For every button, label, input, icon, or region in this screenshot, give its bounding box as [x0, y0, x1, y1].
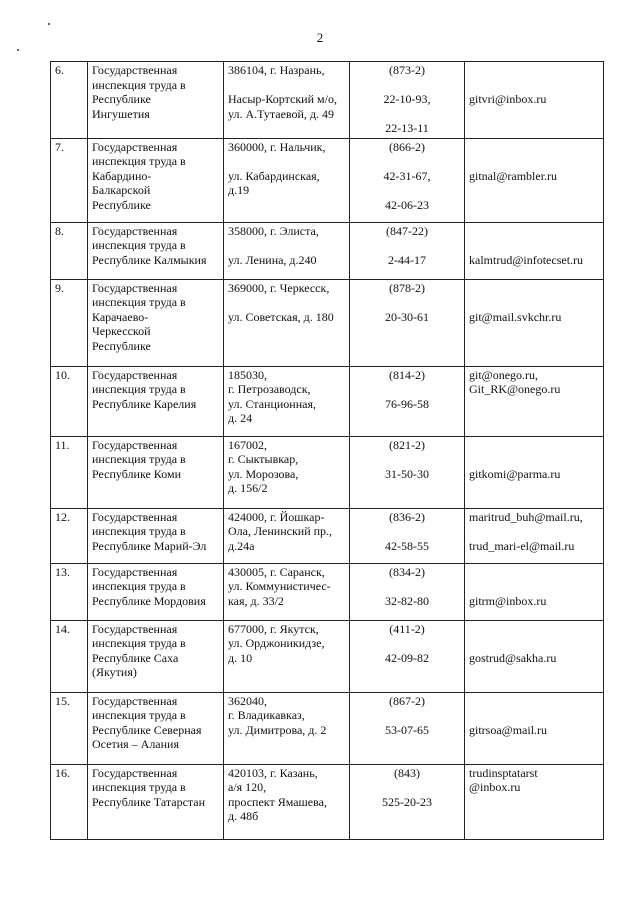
inspection-name-line: инспекция труда в — [92, 295, 186, 309]
inspection-name-line: Республике — [92, 92, 151, 106]
phone-line — [354, 636, 460, 651]
inspection-name-line: инспекция труда в — [92, 154, 186, 168]
address-line — [228, 78, 345, 93]
table-row — [51, 692, 604, 764]
inspection-name — [88, 692, 224, 764]
address-line: 362040, — [228, 693, 267, 708]
row-number: 14. — [51, 620, 88, 692]
address — [224, 620, 350, 692]
phone-line — [354, 452, 460, 467]
inspection-name-line: Республике Татарстан — [92, 794, 206, 809]
phone — [350, 366, 465, 436]
phone-line: 32-82-80 — [385, 593, 429, 608]
address — [224, 62, 350, 139]
phone-line: (847-22) — [386, 223, 428, 238]
email-line: gitrm@inbox.ru — [469, 593, 547, 608]
phone-line: (411-2) — [389, 621, 425, 636]
scan-speck — [17, 49, 19, 51]
row-number: 12. — [51, 508, 88, 563]
email-line: git@mail.svkchr.ru — [469, 309, 562, 324]
email-line — [469, 708, 599, 723]
row-number: 16. — [51, 764, 88, 839]
table-row — [51, 138, 604, 222]
email — [465, 563, 604, 620]
row-number: 11. — [51, 436, 88, 508]
email-line: trud_mari-el@mail.ru — [469, 538, 575, 553]
phone-line: 42-09-82 — [385, 650, 429, 665]
table-body — [51, 62, 604, 840]
email-line: gitrsoa@mail.ru — [469, 722, 548, 737]
email-line — [469, 281, 599, 296]
table-row — [51, 62, 604, 139]
address-line: ул. Кабардинская, — [228, 168, 320, 183]
address-line: кая, д. 33/2 — [228, 593, 284, 608]
phone — [350, 620, 465, 692]
email-line — [469, 78, 599, 93]
inspection-name-line: инспекция труда в — [92, 524, 186, 538]
phone-line: (873-2) — [389, 63, 425, 77]
address — [224, 764, 350, 839]
address-line: проспект Ямашева, — [228, 794, 327, 809]
phone-line: (814-2) — [389, 367, 425, 382]
email — [465, 764, 604, 839]
address-line: 424000, г. Йошкар- — [228, 509, 325, 524]
email-line: kalmtrud@infotecset.ru — [469, 252, 584, 267]
address-line: 386104, г. Назрань, — [228, 63, 325, 77]
inspection-name — [88, 222, 224, 279]
phone-line: (821-2) — [389, 437, 425, 452]
row-number: 15. — [51, 692, 88, 764]
address-line: Ола, Ленинский пр., — [228, 524, 333, 538]
address-line: ул. Коммунистичес- — [228, 579, 331, 593]
address-line — [228, 154, 345, 169]
inspection-name-line: инспекция труда в — [92, 579, 186, 593]
inspection-name-line: Государственная — [92, 280, 178, 295]
email-line: trudinsptatarst — [469, 765, 538, 780]
table-row — [51, 764, 604, 839]
phone-line: (867-2) — [389, 693, 425, 708]
email-line: maritrud_buh@mail.ru, — [469, 509, 583, 524]
row-number: 6. — [51, 62, 88, 139]
email — [465, 436, 604, 508]
row-number: 8. — [51, 222, 88, 279]
table-row — [51, 508, 604, 563]
phone-line: 22-13-11 — [385, 121, 429, 135]
phone-line: (843) — [394, 765, 420, 780]
inspection-name-line: Республике — [92, 197, 151, 212]
email-line — [469, 524, 599, 539]
inspection-name — [88, 620, 224, 692]
phone — [350, 692, 465, 764]
address-line: 430005, г. Саранск, — [228, 564, 325, 579]
email — [465, 508, 604, 563]
address-line: ул. Советская, д. 180 — [228, 309, 334, 324]
email-line — [469, 63, 599, 78]
email-line — [469, 565, 599, 580]
inspection-name-line: Государственная — [92, 139, 178, 154]
email-line — [469, 224, 599, 239]
inspection-name-line: Государственная — [92, 437, 178, 452]
email — [465, 692, 604, 764]
inspection-name-line: Государственная — [92, 63, 178, 77]
phone-line: 22-10-93, — [383, 92, 431, 106]
inspection-name-line: Государственная — [92, 367, 178, 382]
address — [224, 138, 350, 222]
address-line: 167002, — [228, 437, 267, 452]
inspection-name-line: Государственная — [92, 765, 178, 780]
inspection-name — [88, 436, 224, 508]
phone-line — [354, 238, 460, 253]
inspection-name-line: Ингушетия — [92, 106, 150, 121]
phone-line — [354, 524, 460, 539]
phone-line: (866-2) — [389, 139, 425, 154]
table-row — [51, 563, 604, 620]
inspection-name-line: Республике Калмыкия — [92, 252, 207, 267]
row-number: 9. — [51, 279, 88, 366]
inspection-name-line: Балкарской — [92, 183, 151, 197]
address-line: 677000, г. Якутск, — [228, 621, 319, 636]
email-line — [469, 622, 599, 637]
table-row — [51, 620, 604, 692]
phone — [350, 62, 465, 139]
email-line — [469, 295, 599, 310]
inspection-name-line: Республике Северная — [92, 722, 202, 737]
address — [224, 692, 350, 764]
address-line: ул. Морозова, — [228, 466, 299, 481]
phone-line: (878-2) — [389, 280, 425, 295]
phone-line: 525-20-23 — [382, 794, 432, 809]
address-line: г. Сыктывкар, — [228, 452, 299, 466]
phone — [350, 764, 465, 839]
inspection-name-line: (Якутия) — [92, 665, 137, 679]
inspection-name — [88, 366, 224, 436]
email-line — [469, 636, 599, 651]
email — [465, 279, 604, 366]
address-line: 360000, г. Нальчик, — [228, 139, 326, 154]
address — [224, 222, 350, 279]
email-line — [469, 140, 599, 155]
address-line: 185030, — [228, 367, 267, 382]
page-number: 2 — [316, 30, 324, 45]
inspection-name-line: инспекция труда в — [92, 780, 186, 794]
phone-line: (836-2) — [389, 509, 425, 524]
address-line — [228, 295, 345, 310]
address-line: д. 24 — [228, 411, 253, 425]
inspection-name-line: Республике Карелия — [92, 396, 197, 411]
phone-line — [354, 382, 460, 397]
email-line: git@onego.ru, — [469, 367, 539, 382]
address — [224, 436, 350, 508]
phone-line: 20-30-61 — [385, 309, 429, 324]
email — [465, 222, 604, 279]
email — [465, 138, 604, 222]
address — [224, 279, 350, 366]
inspection-name-line: Государственная — [92, 564, 178, 579]
inspection-name-line: инспекция труда в — [92, 77, 186, 92]
inspection-name — [88, 279, 224, 366]
inspection-name-line: инспекция труда в — [92, 238, 186, 252]
address — [224, 563, 350, 620]
inspection-name-line: Государственная — [92, 223, 178, 238]
address-line: ул. Орджоникидзе, — [228, 636, 325, 650]
address-line: 369000, г. Черкесск, — [228, 280, 330, 295]
email-line — [469, 579, 599, 594]
phone-line — [354, 78, 460, 93]
phone-line — [354, 579, 460, 594]
phone-line: (834-2) — [389, 564, 425, 579]
email-line: gitvri@inbox.ru — [469, 92, 547, 106]
address-line: ул. Ленина, д.240 — [228, 252, 317, 267]
email — [465, 366, 604, 436]
phone-line: 76-96-58 — [385, 396, 429, 411]
phone-line: 42-06-23 — [385, 197, 429, 212]
inspection-name-line: инспекция труда в — [92, 708, 186, 722]
inspection-name-line: Карачаево- — [92, 309, 149, 324]
inspection-name-line: инспекция труда в — [92, 452, 186, 466]
inspection-name-line: Государственная — [92, 509, 178, 524]
phone — [350, 436, 465, 508]
address-line: ул. Димитрова, д. 2 — [228, 722, 327, 737]
inspection-name — [88, 138, 224, 222]
inspection-name-line: Республике Марий-Эл — [92, 538, 207, 553]
phone-line — [354, 708, 460, 723]
address — [224, 366, 350, 436]
phone — [350, 279, 465, 366]
row-number: 13. — [51, 563, 88, 620]
phone-line: 53-07-65 — [385, 722, 429, 737]
inspection-name — [88, 508, 224, 563]
phone-line: 31-50-30 — [385, 466, 429, 481]
phone-line: 42-58-55 — [385, 538, 429, 553]
email-line — [469, 452, 599, 467]
address — [224, 508, 350, 563]
address-line: г. Петрозаводск, — [228, 382, 311, 396]
address-line: ул. Станционная, — [228, 396, 316, 411]
phone-line — [354, 154, 460, 169]
inspection-name-line: Кабардино- — [92, 168, 152, 183]
inspection-name-line: Государственная — [92, 621, 178, 636]
inspection-name-line: Осетия – Алания — [92, 737, 179, 751]
address-line: а/я 120, — [228, 780, 267, 794]
email-line: gostrud@sakha.ru — [469, 650, 557, 665]
address-line: д. 156/2 — [228, 481, 268, 495]
phone — [350, 508, 465, 563]
email-line — [469, 694, 599, 709]
address-line: г. Владикавказ, — [228, 708, 305, 722]
email-line: gitkomi@parma.ru — [469, 466, 561, 481]
scan-speck — [48, 23, 50, 25]
address-line: д.19 — [228, 183, 250, 197]
email — [465, 620, 604, 692]
phone — [350, 138, 465, 222]
table-row — [51, 366, 604, 436]
inspection-contacts-table — [50, 61, 604, 840]
inspection-name-line: Черкесской — [92, 324, 151, 338]
inspection-name — [88, 764, 224, 839]
email-line: @inbox.ru — [469, 780, 521, 794]
inspection-name-line: Республике — [92, 338, 151, 353]
phone-line: 2-44-17 — [388, 252, 426, 267]
address-line: ул. А.Тутаевой, д. 49 — [228, 106, 335, 121]
inspection-name-line: инспекция труда в — [92, 636, 186, 650]
email-line — [469, 438, 599, 453]
row-number: 10. — [51, 366, 88, 436]
phone-line: 42-31-67, — [383, 168, 431, 183]
inspection-name-line: Республике Мордовия — [92, 593, 206, 608]
address-line — [228, 238, 345, 253]
email-line — [469, 238, 599, 253]
phone-line — [354, 107, 460, 122]
inspection-name-line: Республике Коми — [92, 466, 181, 481]
phone — [350, 222, 465, 279]
email-line — [469, 154, 599, 169]
email-line: Git_RK@onego.ru — [469, 382, 561, 396]
address-line: д. 48б — [228, 809, 259, 823]
inspection-name — [88, 563, 224, 620]
table-row — [51, 279, 604, 366]
address-line: 420103, г. Казань, — [228, 765, 318, 780]
inspection-name-line: Республике Саха — [92, 650, 179, 665]
table-row — [51, 436, 604, 508]
address-line: д.24а — [228, 538, 255, 553]
email — [465, 62, 604, 139]
phone-line — [354, 780, 460, 795]
inspection-name-line: Государственная — [92, 693, 178, 708]
email-line: gitnal@rambler.ru — [469, 168, 558, 183]
phone — [350, 563, 465, 620]
phone-line — [354, 183, 460, 198]
table-row — [51, 222, 604, 279]
inspection-name — [88, 62, 224, 139]
address-line: Насыр-Кортский м/о, — [228, 92, 337, 106]
row-number: 7. — [51, 138, 88, 222]
inspection-name-line: инспекция труда в — [92, 382, 186, 396]
address-line: 358000, г. Элиста, — [228, 223, 319, 238]
phone-line — [354, 295, 460, 310]
address-line: д. 10 — [228, 650, 253, 665]
